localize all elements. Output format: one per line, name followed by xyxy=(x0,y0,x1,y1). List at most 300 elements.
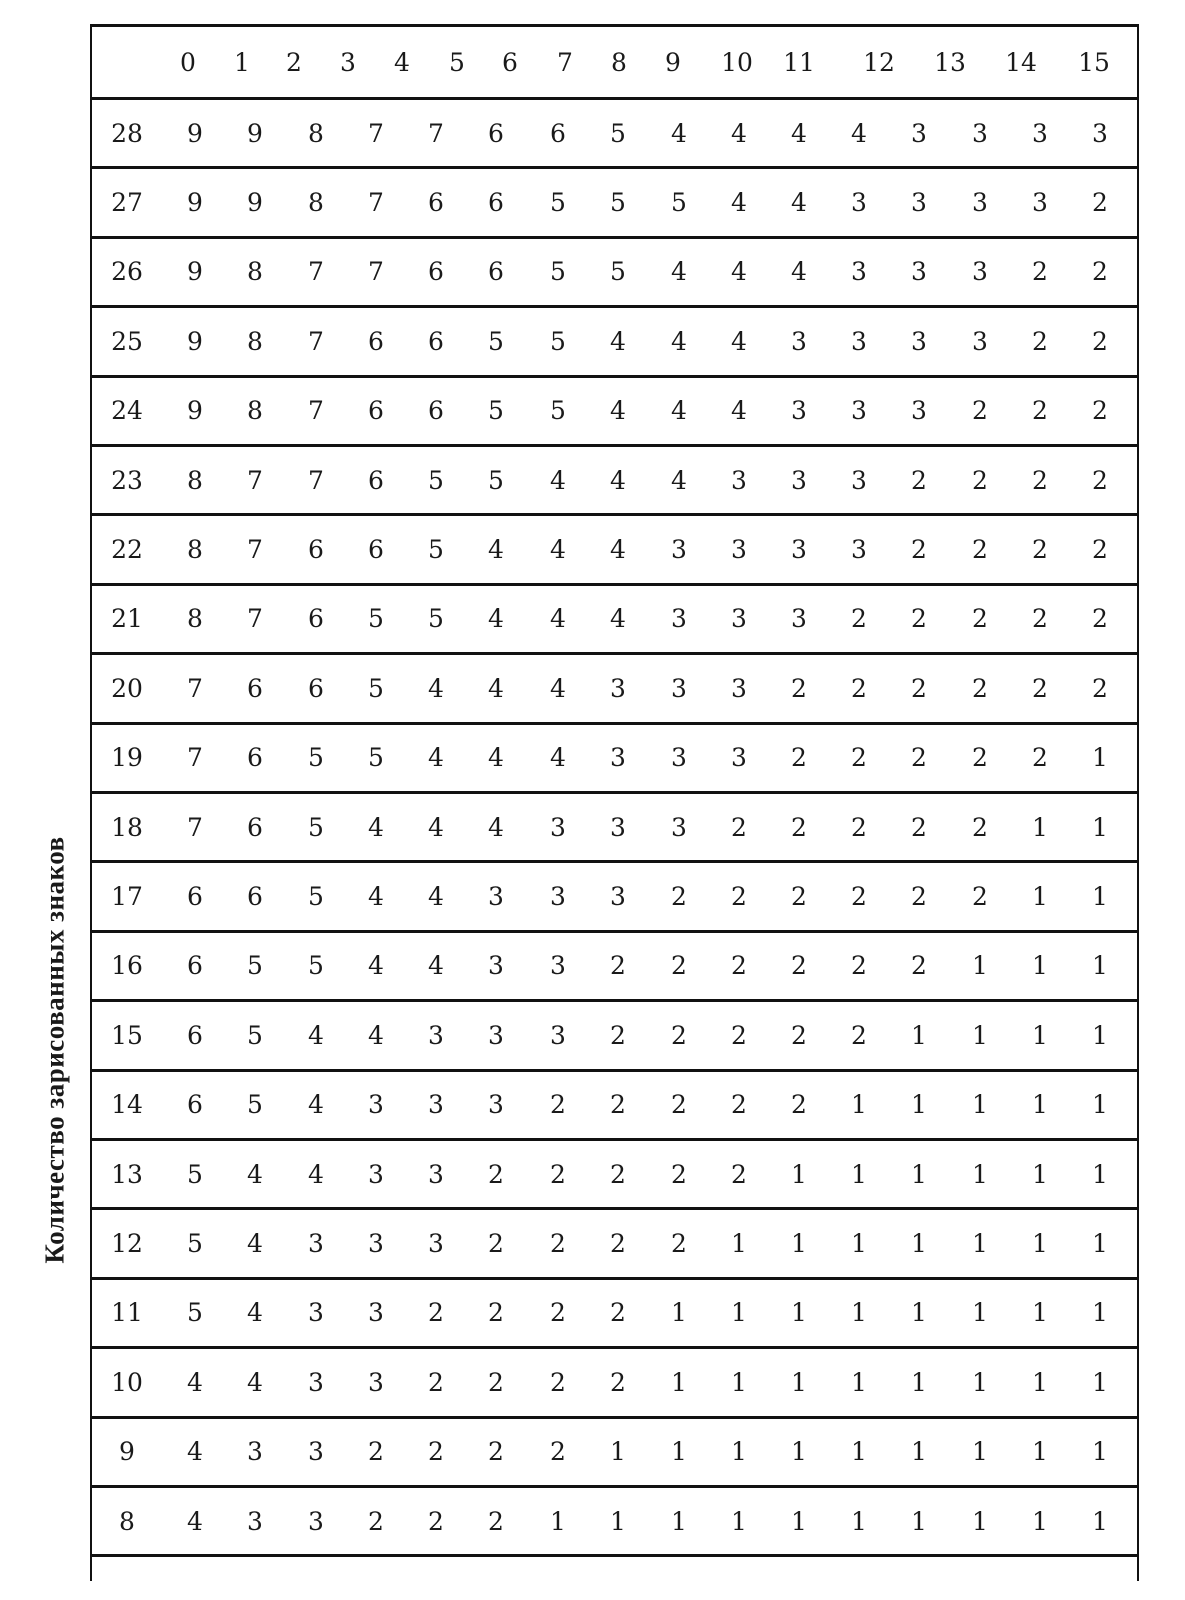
table-cell: 3 xyxy=(308,1229,324,1259)
table-cell: 2 xyxy=(972,396,988,426)
table-cell: 4 xyxy=(610,535,626,565)
table-cell: 7 xyxy=(187,812,203,842)
table-cell: 3 xyxy=(550,812,566,842)
table-cell: 7 xyxy=(368,257,384,287)
table-cell: 7 xyxy=(187,743,203,773)
table-cell: 2 xyxy=(1092,326,1108,356)
column-header: 6 xyxy=(502,47,518,77)
table-cell: 4 xyxy=(731,396,747,426)
table-row xyxy=(92,308,1137,377)
column-header: 11 xyxy=(783,47,815,77)
table-cell: 4 xyxy=(610,326,626,356)
row-label: 22 xyxy=(111,535,143,565)
column-header: 14 xyxy=(1005,47,1037,77)
table-cell: 2 xyxy=(550,1090,566,1120)
table-cell: 1 xyxy=(851,1437,867,1467)
table-cell: 5 xyxy=(550,396,566,426)
table-cell: 2 xyxy=(1032,396,1048,426)
table-cell: 4 xyxy=(187,1437,203,1467)
table-cell: 4 xyxy=(488,673,504,703)
table-cell: 1 xyxy=(972,1020,988,1050)
table-cell: 1 xyxy=(1092,812,1108,842)
table-cell: 5 xyxy=(308,812,324,842)
table-cell: 5 xyxy=(488,465,504,495)
table-cell: 5 xyxy=(550,326,566,356)
table-cell: 2 xyxy=(972,535,988,565)
table-cell: 7 xyxy=(368,188,384,218)
row-label: 9 xyxy=(119,1437,135,1467)
table-cell: 5 xyxy=(308,743,324,773)
table-cell: 4 xyxy=(731,118,747,148)
row-label: 28 xyxy=(111,118,143,148)
table-cell: 4 xyxy=(671,396,687,426)
table-cell: 1 xyxy=(972,1090,988,1120)
table-cell: 2 xyxy=(610,1298,626,1328)
table-cell: 2 xyxy=(610,1367,626,1397)
table-cell: 1 xyxy=(791,1437,807,1467)
table-cell: 2 xyxy=(1032,673,1048,703)
table-cell: 5 xyxy=(428,465,444,495)
table-cell: 2 xyxy=(911,465,927,495)
table-cell: 9 xyxy=(247,118,263,148)
row-label: 17 xyxy=(111,882,143,912)
table-cell: 3 xyxy=(791,604,807,634)
table-cell: 7 xyxy=(247,535,263,565)
table-cell: 8 xyxy=(187,604,203,634)
table-cell: 4 xyxy=(247,1298,263,1328)
table-cell: 2 xyxy=(550,1367,566,1397)
table-cell: 1 xyxy=(1032,1506,1048,1536)
column-header: 3 xyxy=(340,47,356,77)
table-cell: 1 xyxy=(1032,1367,1048,1397)
table-cell: 1 xyxy=(911,1159,927,1189)
table-cell: 1 xyxy=(1092,743,1108,773)
column-header: 10 xyxy=(721,47,753,77)
column-header: 8 xyxy=(611,47,627,77)
table-cell: 7 xyxy=(308,465,324,495)
table-cell: 4 xyxy=(550,465,566,495)
table-cell: 1 xyxy=(1092,882,1108,912)
table-cell: 4 xyxy=(428,951,444,981)
table-cell: 3 xyxy=(911,396,927,426)
table-cell: 3 xyxy=(308,1437,324,1467)
table-cell: 1 xyxy=(972,1229,988,1259)
table-cell: 2 xyxy=(972,465,988,495)
table-cell: 1 xyxy=(1092,1020,1108,1050)
table-cell: 7 xyxy=(308,396,324,426)
table-cell: 5 xyxy=(187,1298,203,1328)
table-cell: 2 xyxy=(731,1159,747,1189)
column-header: 0 xyxy=(180,47,196,77)
table-cell: 2 xyxy=(731,882,747,912)
row-label: 14 xyxy=(111,1090,143,1120)
table-cell: 2 xyxy=(428,1367,444,1397)
table-cell: 4 xyxy=(368,1020,384,1050)
table-cell: 3 xyxy=(972,188,988,218)
table-cell: 3 xyxy=(851,465,867,495)
table-cell: 4 xyxy=(187,1506,203,1536)
table-row xyxy=(92,1488,1137,1557)
table-cell: 3 xyxy=(610,882,626,912)
table-cell: 4 xyxy=(187,1367,203,1397)
table-cell: 3 xyxy=(911,257,927,287)
table-cell: 3 xyxy=(488,951,504,981)
table-cell: 5 xyxy=(308,882,324,912)
table-cell: 3 xyxy=(851,396,867,426)
table-cell: 1 xyxy=(1092,1437,1108,1467)
table-cell: 6 xyxy=(247,743,263,773)
table-cell: 3 xyxy=(791,465,807,495)
table-cell: 5 xyxy=(550,188,566,218)
table-row xyxy=(92,1141,1137,1210)
table-cell: 1 xyxy=(1032,1090,1048,1120)
table-cell: 5 xyxy=(428,535,444,565)
table-cell: 9 xyxy=(187,326,203,356)
table-cell: 7 xyxy=(187,673,203,703)
table-cell: 1 xyxy=(911,1506,927,1536)
row-label: 10 xyxy=(111,1367,143,1397)
table-cell: 1 xyxy=(972,1506,988,1536)
table-cell: 3 xyxy=(791,535,807,565)
table-cell: 1 xyxy=(911,1090,927,1120)
table-cell: 6 xyxy=(428,396,444,426)
table-cell: 2 xyxy=(851,743,867,773)
table-cell: 1 xyxy=(851,1298,867,1328)
table-cell: 2 xyxy=(851,1020,867,1050)
table-cell: 4 xyxy=(550,535,566,565)
table-cell: 2 xyxy=(911,535,927,565)
table-cell: 3 xyxy=(488,882,504,912)
table-cell: 3 xyxy=(1092,118,1108,148)
table-cell: 2 xyxy=(428,1298,444,1328)
column-header: 5 xyxy=(449,47,465,77)
table-cell: 1 xyxy=(731,1506,747,1536)
table-cell: 3 xyxy=(428,1159,444,1189)
table-cell: 4 xyxy=(488,812,504,842)
table-cell: 1 xyxy=(911,1298,927,1328)
table-cell: 6 xyxy=(187,951,203,981)
row-label: 13 xyxy=(111,1159,143,1189)
table-cell: 2 xyxy=(610,951,626,981)
table-cell: 3 xyxy=(851,535,867,565)
table-cell: 1 xyxy=(731,1437,747,1467)
table-cell: 3 xyxy=(428,1020,444,1050)
table-cell: 6 xyxy=(428,257,444,287)
table-cell: 5 xyxy=(488,326,504,356)
table-cell: 3 xyxy=(731,673,747,703)
row-label: 19 xyxy=(111,743,143,773)
table-cell: 3 xyxy=(972,118,988,148)
table-cell: 1 xyxy=(972,1437,988,1467)
table-cell: 2 xyxy=(550,1298,566,1328)
table-cell: 2 xyxy=(1032,535,1048,565)
table-cell: 1 xyxy=(1032,812,1048,842)
table-cell: 2 xyxy=(851,604,867,634)
table-cell: 2 xyxy=(972,812,988,842)
table-cell: 8 xyxy=(187,535,203,565)
table-cell: 6 xyxy=(368,396,384,426)
table-cell: 6 xyxy=(488,257,504,287)
table-cell: 4 xyxy=(791,118,807,148)
table-cell: 2 xyxy=(1092,604,1108,634)
table-cell: 1 xyxy=(851,1506,867,1536)
table-cell: 1 xyxy=(851,1229,867,1259)
table-cell: 4 xyxy=(247,1229,263,1259)
table-cell: 2 xyxy=(911,882,927,912)
table-row xyxy=(92,516,1137,585)
table-cell: 4 xyxy=(428,812,444,842)
table-row xyxy=(92,1419,1137,1488)
table-cell: 5 xyxy=(488,396,504,426)
table-cell: 2 xyxy=(488,1298,504,1328)
table-cell: 2 xyxy=(610,1159,626,1189)
row-label: 18 xyxy=(111,812,143,842)
table-cell: 4 xyxy=(851,118,867,148)
table-cell: 7 xyxy=(368,118,384,148)
header-row xyxy=(92,27,1137,100)
table-cell: 1 xyxy=(1032,951,1048,981)
table-cell: 2 xyxy=(1032,465,1048,495)
table-row xyxy=(92,655,1137,724)
table-cell: 3 xyxy=(791,326,807,356)
table-cell: 8 xyxy=(187,465,203,495)
table-cell: 5 xyxy=(247,1090,263,1120)
table-cell: 2 xyxy=(731,951,747,981)
table-cell: 4 xyxy=(610,396,626,426)
table-cell: 1 xyxy=(791,1229,807,1259)
table-cell: 6 xyxy=(187,882,203,912)
table-cell: 3 xyxy=(368,1159,384,1189)
table-cell: 9 xyxy=(187,188,203,218)
table-cell: 4 xyxy=(428,673,444,703)
table-cell: 4 xyxy=(308,1159,324,1189)
table-cell: 3 xyxy=(1032,118,1048,148)
row-label: 25 xyxy=(111,326,143,356)
table-cell: 1 xyxy=(911,1020,927,1050)
table-cell: 3 xyxy=(851,257,867,287)
table-cell: 6 xyxy=(550,118,566,148)
table-cell: 5 xyxy=(247,1020,263,1050)
table-cell: 1 xyxy=(1092,1090,1108,1120)
table-cell: 1 xyxy=(911,1367,927,1397)
table-cell: 7 xyxy=(247,465,263,495)
table-cell: 3 xyxy=(308,1506,324,1536)
table-cell: 1 xyxy=(671,1506,687,1536)
table-row xyxy=(92,1072,1137,1141)
table-cell: 2 xyxy=(610,1229,626,1259)
table-cell: 2 xyxy=(972,882,988,912)
table-cell: 8 xyxy=(247,396,263,426)
table-cell: 1 xyxy=(1032,1229,1048,1259)
table-cell: 4 xyxy=(368,951,384,981)
row-label: 21 xyxy=(111,604,143,634)
table-row xyxy=(92,239,1137,308)
table-cell: 3 xyxy=(1032,188,1048,218)
table-cell: 4 xyxy=(428,743,444,773)
table-cell: 3 xyxy=(911,188,927,218)
table-cell: 1 xyxy=(851,1159,867,1189)
row-label: 8 xyxy=(119,1506,135,1536)
column-header: 2 xyxy=(286,47,302,77)
table-cell: 3 xyxy=(731,465,747,495)
table-cell: 1 xyxy=(1092,1367,1108,1397)
table-cell: 1 xyxy=(972,1298,988,1328)
row-label: 26 xyxy=(111,257,143,287)
table-cell: 1 xyxy=(911,1229,927,1259)
table-cell: 3 xyxy=(610,673,626,703)
table-cell: 4 xyxy=(550,673,566,703)
table-cell: 6 xyxy=(187,1020,203,1050)
table-cell: 3 xyxy=(368,1367,384,1397)
row-axis-label: Количество зарисованных знаков xyxy=(39,836,70,1264)
table-cell: 3 xyxy=(247,1506,263,1536)
table-cell: 2 xyxy=(791,673,807,703)
table-cell: 2 xyxy=(791,812,807,842)
table-cell: 2 xyxy=(671,1020,687,1050)
table-cell: 1 xyxy=(731,1298,747,1328)
table-cell: 2 xyxy=(671,1159,687,1189)
table-cell: 1 xyxy=(610,1506,626,1536)
table-cell: 3 xyxy=(851,188,867,218)
table-cell: 3 xyxy=(610,812,626,842)
column-header: 1 xyxy=(234,47,250,77)
table-cell: 2 xyxy=(671,951,687,981)
table-cell: 7 xyxy=(247,604,263,634)
table-cell: 3 xyxy=(428,1229,444,1259)
table-cell: 2 xyxy=(851,882,867,912)
table-cell: 6 xyxy=(488,188,504,218)
table-cell: 2 xyxy=(1092,257,1108,287)
table-cell: 6 xyxy=(308,673,324,703)
table-row xyxy=(92,447,1137,516)
table-row xyxy=(92,863,1137,932)
table-cell: 6 xyxy=(247,673,263,703)
table-cell: 1 xyxy=(1092,1298,1108,1328)
table-cell: 4 xyxy=(368,882,384,912)
table-cell: 2 xyxy=(368,1437,384,1467)
table-cell: 6 xyxy=(368,535,384,565)
table-cell: 9 xyxy=(187,257,203,287)
table-cell: 2 xyxy=(851,812,867,842)
table-cell: 4 xyxy=(368,812,384,842)
table-cell: 1 xyxy=(671,1437,687,1467)
table-cell: 6 xyxy=(428,188,444,218)
table-cell: 3 xyxy=(671,812,687,842)
table-cell: 2 xyxy=(488,1437,504,1467)
table-cell: 1 xyxy=(1092,951,1108,981)
table-cell: 5 xyxy=(187,1159,203,1189)
table-cell: 3 xyxy=(488,1020,504,1050)
row-label: 24 xyxy=(111,396,143,426)
table-cell: 2 xyxy=(911,604,927,634)
column-header: 4 xyxy=(394,47,410,77)
table-cell: 8 xyxy=(308,118,324,148)
table-cell: 6 xyxy=(308,604,324,634)
table-cell: 4 xyxy=(428,882,444,912)
table-cell: 2 xyxy=(671,1090,687,1120)
table-cell: 4 xyxy=(247,1367,263,1397)
table-cell: 5 xyxy=(610,188,626,218)
table-row xyxy=(92,586,1137,655)
table-cell: 4 xyxy=(671,326,687,356)
table-cell: 2 xyxy=(851,673,867,703)
table-cell: 2 xyxy=(550,1159,566,1189)
table-cell: 6 xyxy=(308,535,324,565)
table-cell: 1 xyxy=(972,1367,988,1397)
table-cell: 4 xyxy=(308,1020,324,1050)
table-cell: 2 xyxy=(428,1437,444,1467)
table-cell: 4 xyxy=(791,257,807,287)
table-cell: 1 xyxy=(1032,1437,1048,1467)
table-cell: 4 xyxy=(308,1090,324,1120)
column-header: 12 xyxy=(863,47,895,77)
table-cell: 2 xyxy=(1092,673,1108,703)
table-cell: 2 xyxy=(731,812,747,842)
table-cell: 4 xyxy=(671,118,687,148)
table-cell: 3 xyxy=(550,1020,566,1050)
table-cell: 4 xyxy=(731,326,747,356)
table-cell: 1 xyxy=(1032,882,1048,912)
table-cell: 2 xyxy=(1032,604,1048,634)
table-cell: 3 xyxy=(550,882,566,912)
table-cell: 4 xyxy=(550,604,566,634)
table-cell: 2 xyxy=(428,1506,444,1536)
table-cell: 3 xyxy=(308,1367,324,1397)
table-cell: 4 xyxy=(671,465,687,495)
table-cell: 9 xyxy=(187,396,203,426)
table-cell: 3 xyxy=(610,743,626,773)
table-cell: 1 xyxy=(1032,1020,1048,1050)
table-cell: 3 xyxy=(368,1229,384,1259)
row-label: 15 xyxy=(111,1020,143,1050)
table-cell: 1 xyxy=(1092,1159,1108,1189)
table-cell: 3 xyxy=(550,951,566,981)
table-cell: 1 xyxy=(851,1367,867,1397)
table-row xyxy=(92,100,1137,169)
table-cell: 1 xyxy=(671,1367,687,1397)
table-cell: 5 xyxy=(247,951,263,981)
table-cell: 5 xyxy=(308,951,324,981)
table-cell: 3 xyxy=(368,1090,384,1120)
table-row xyxy=(92,1210,1137,1279)
table-cell: 3 xyxy=(851,326,867,356)
row-label: 16 xyxy=(111,951,143,981)
table-cell: 1 xyxy=(731,1229,747,1259)
table-cell: 4 xyxy=(247,1159,263,1189)
table-cell: 2 xyxy=(791,1020,807,1050)
table-cell: 9 xyxy=(187,118,203,148)
table-cell: 3 xyxy=(671,535,687,565)
table-cell: 6 xyxy=(368,465,384,495)
table-row xyxy=(92,794,1137,863)
table-cell: 5 xyxy=(610,118,626,148)
table-cell: 5 xyxy=(368,743,384,773)
table-row xyxy=(92,725,1137,794)
table-cell: 1 xyxy=(791,1506,807,1536)
table-row xyxy=(92,1349,1137,1418)
table-row xyxy=(92,933,1137,1002)
row-label: 11 xyxy=(111,1298,143,1328)
table-row xyxy=(92,1280,1137,1349)
row-label: 12 xyxy=(111,1229,143,1259)
table-cell: 2 xyxy=(488,1506,504,1536)
table-cell: 1 xyxy=(791,1298,807,1328)
table-cell: 2 xyxy=(1032,326,1048,356)
table-cell: 7 xyxy=(428,118,444,148)
table-cell: 2 xyxy=(368,1506,384,1536)
table-cell: 2 xyxy=(488,1159,504,1189)
table-cell: 3 xyxy=(671,604,687,634)
